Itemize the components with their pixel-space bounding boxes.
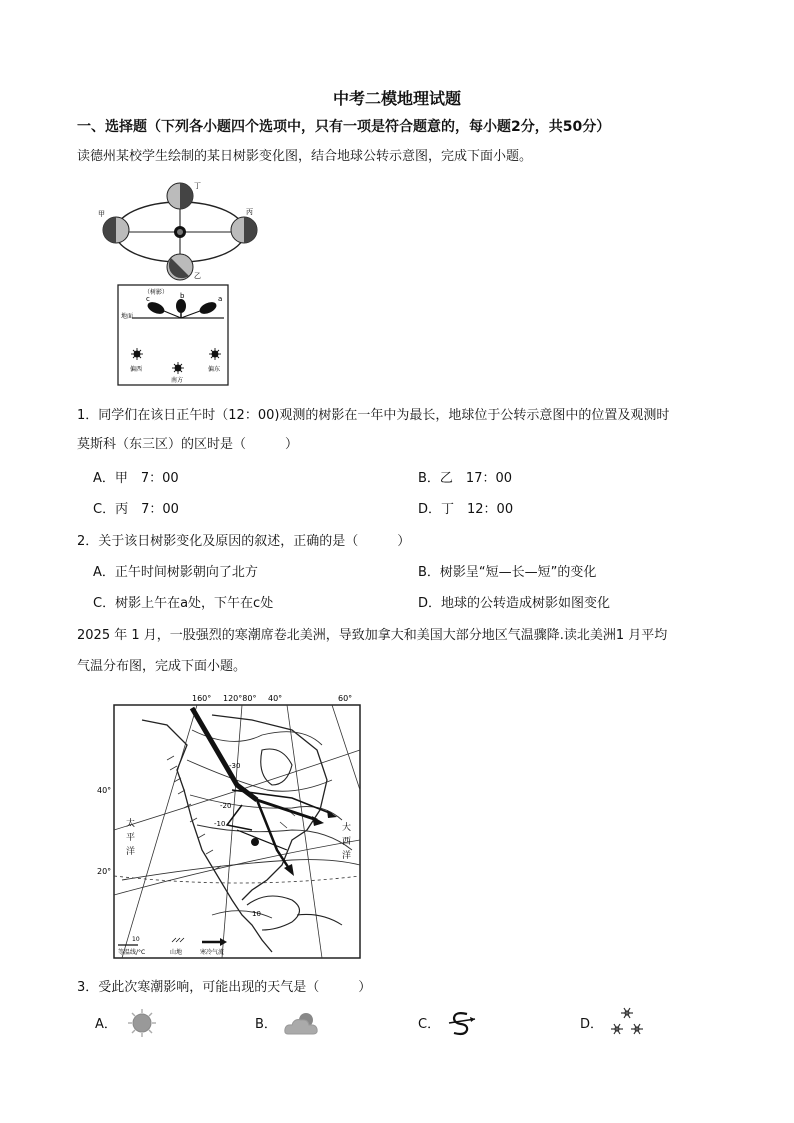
- city-marker: [251, 838, 259, 846]
- page-title: 中考二模地理试题: [332, 89, 461, 108]
- earth-icon-jia: [103, 217, 129, 243]
- intro-text-2-line2: 气温分布图，完成下面小题。: [77, 659, 247, 674]
- q2-option-d[interactable]: D．地球的公转造成树影如图变化: [418, 596, 611, 611]
- north-america-map: [92, 690, 364, 962]
- lon-label-40: 40°: [268, 694, 283, 703]
- ocean-label-pacific-1: 太: [126, 819, 136, 829]
- intro-text-2-line1: 2025 年 1 月，一股强烈的寒潮席卷北美洲，导致加拿大和美国大部分地区气温骤降.读北美洲1 月平均: [77, 628, 668, 643]
- lon-label-120-80: 120°80°: [223, 694, 257, 703]
- sun-icon-west: [131, 348, 143, 360]
- lon-label-60: 60°: [338, 694, 353, 703]
- label-bing: 丙: [246, 208, 253, 216]
- q3-option-c[interactable]: C．: [418, 1017, 441, 1032]
- sun-east-label: 偏东: [208, 366, 221, 373]
- ocean-label-atlantic-1: 大: [342, 823, 352, 833]
- sun-south-label: 南方: [171, 377, 184, 384]
- orbit-shadow-figure: [96, 172, 266, 392]
- q1-option-b[interactable]: B．乙 17：00: [418, 471, 513, 486]
- sandstorm-icon: [445, 1007, 477, 1039]
- snow-icon: [608, 1005, 646, 1039]
- q2-option-b[interactable]: B．树影呈“短—长—短”的变化: [418, 565, 597, 580]
- ocean-label-pacific-2: 平: [126, 833, 136, 843]
- lon-label-160: 160°: [192, 694, 212, 703]
- lat-label-40: 40°: [97, 786, 112, 795]
- isotherm-neg30: -30: [229, 762, 241, 770]
- ocean-label-pacific-3: 洋: [126, 847, 136, 857]
- ocean-label-atlantic-3: 洋: [342, 851, 352, 861]
- q1-option-d[interactable]: D．丁 12：00: [418, 502, 514, 517]
- earth-icon-ding: [167, 183, 193, 209]
- label-ding: 丁: [194, 182, 201, 190]
- intro-text-1: 读德州某校学生绘制的某日树影变化图，结合地球公转示意图，完成下面小题。: [77, 149, 533, 164]
- sun-icon-east: [209, 348, 221, 360]
- q1-stem-line1: 1．同学们在该日正午时（12：00)观测的树影在一年中为最长，地球位于公转示意图中的位置及观测时: [77, 408, 670, 423]
- section-heading: 一、选择题（下列各小题四个选项中，只有一项是符合题意的，每小题2分，共50分）: [77, 119, 611, 135]
- earth-icon-bing: [231, 217, 257, 243]
- q1-stem-line2: 莫斯科（东三区）的区时是（ ）: [77, 437, 299, 452]
- map-frame: [114, 705, 360, 958]
- q1-option-a[interactable]: A．甲 7：00: [93, 471, 179, 486]
- q3-option-b[interactable]: B．: [255, 1017, 277, 1032]
- legend-mountain: 山地: [170, 949, 183, 956]
- sun-icon-south: [172, 362, 184, 374]
- lat-label-20: 20°: [97, 867, 112, 876]
- legend-cold-air: 寒冷气流: [200, 949, 225, 956]
- label-jia: 甲: [98, 210, 105, 218]
- cloudy-icon: [282, 1008, 322, 1038]
- sunny-icon: [124, 1007, 160, 1039]
- q2-stem: 2．关于该日树影变化及原因的叙述，正确的是（ ）: [77, 534, 411, 549]
- label-a: a: [218, 295, 223, 303]
- label-b: b: [180, 292, 185, 300]
- q3-option-a[interactable]: A．: [95, 1017, 117, 1032]
- label-yi: 乙: [194, 272, 201, 280]
- legend-isotherm-value: 10: [132, 936, 140, 943]
- earth-icon-yi: [167, 254, 193, 280]
- isotherm-neg10: -10: [214, 820, 226, 828]
- q2-option-c[interactable]: C．树影上午在a处，下午在c处: [93, 596, 274, 611]
- q3-option-d[interactable]: D．: [580, 1017, 604, 1032]
- sun-west-label: 偏西: [130, 366, 143, 373]
- isotherm-10: 10: [252, 910, 261, 918]
- shadow-a: [198, 300, 219, 317]
- legend-isotherm: 等温线/°C: [118, 949, 146, 956]
- q1-option-c[interactable]: C．丙 7：00: [93, 502, 179, 517]
- shadow-caption: （树影）: [144, 289, 169, 296]
- q3-stem: 3．受此次寒潮影响，可能出现的天气是（ ）: [77, 980, 372, 995]
- ground-label: 地面: [121, 313, 134, 320]
- tree-shadow-diagram: [118, 285, 228, 385]
- ocean-label-atlantic-2: 西: [342, 837, 352, 847]
- isotherm-neg20: -20: [220, 802, 232, 810]
- q2-option-a[interactable]: A．正午时间树影朝向了北方: [93, 565, 258, 580]
- label-c: c: [146, 295, 150, 303]
- orbit-diagram: [98, 182, 257, 280]
- tree-icon: [176, 299, 186, 313]
